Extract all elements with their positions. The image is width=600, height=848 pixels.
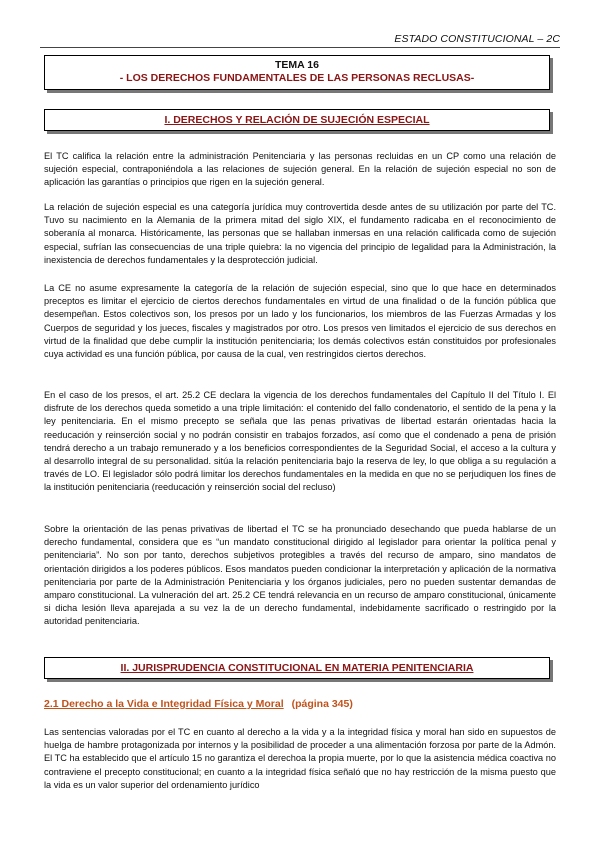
section-1-heading-box	[44, 109, 550, 131]
paragraph: El TC califica la relación entre la administración Penitenciaria y las personas recluidas en un CP como una relación de sujeción especial, contraponiéndola a las relaciones de sujeción general. En la relación de sujeción especial no son de aplicación las garantías o principios que rigen en la sujeción general.	[44, 151, 556, 188]
subsection-heading	[44, 698, 353, 710]
section-2-heading-box	[44, 657, 550, 679]
section-1-heading: I. DERECHOS Y RELACIÓN DE SUJECIÓN ESPECIAL	[164, 114, 430, 126]
paragraph: La relación de sujeción especial es una categoría jurídica muy controvertida desde antes de su utilización por parte del TC. Tuvo su nacimiento en la Alemania de la primera mitad del siglo XIX, el fundamento radicaba en el reconocimiento de soberanía al monarca. Históricamente, las personas que se hallaban inmersas en una relación calificada como de sujeción especial, sufrían las consecuencias de una triple quiebra: la no vigencia del principio de legalidad para la Administración, la inexistencia de derechos fundamentales y la desprotección judicial.	[44, 202, 556, 265]
subsection-page-ref: (página 345)	[291, 698, 353, 710]
paragraph: Las sentencias valoradas por el TC en cuanto al derecho a la vida y a la integridad física y moral han sido en supuestos de huelga de hambre protagonizada por internos y la posibilidad de proceder a una alimentación forzosa por parte de la Admón. El TC ha establecido que el artículo 15 no garantiza el derechoa la propia muerte, por lo que la asistencia médica coactiva no contraviene el precepto constitucional; en cuanto a la integridad física señaló que no hay restricción de la misma puesto que la vida es un valor superior del ordenamiento jurídico	[44, 727, 556, 790]
topic-number: TEMA 16	[275, 59, 319, 71]
topic-title: - LOS DERECHOS FUNDAMENTALES DE LAS PERSONAS RECLUSAS-	[119, 72, 475, 84]
section-2-heading: II. JURISPRUDENCIA CONSTITUCIONAL EN MATERIA PENITENCIARIA	[120, 662, 474, 674]
subsection-title: 2.1 Derecho a la Vida e Integridad Física y Moral	[44, 698, 284, 710]
header-rule	[40, 47, 560, 48]
topic-title-box	[44, 55, 550, 90]
paragraph: En el caso de los presos, el art. 25.2 CE declara la vigencia de los derechos fundamentales del Capítulo II del Título I. El disfrute de los derechos queda sometido a una triple limitación: el contenido del fallo condenatorio, el sentido de la pena y la ley penitenciaria. En el mismo precepto se señala que las penas privativas de libertad estarán orientadas hacia la reeducación y reinserción social y no podrán consistir en trabajos forzados, así como que el condenado a pena de prisión tendrá derecho a un trabajo remunerado y a los beneficios correspondientes de la Seguridad Social, el acceso a la cultura y al desarrollo integral de su personalidad. sitúa la relación penitenciaria bajo la reserva de ley, lo que obliga a su regulación a través de LO. El legislador sólo podrá limitar los derechos fundamentales en la medida en que no se perjudiquen los fines de la institución penitenciaria (reeducación y reinserción social del recluso)	[44, 390, 556, 493]
paragraph: La CE no asume expresamente la categoría de la relación de sujeción especial, sino que lo que hace en determinados preceptos es limitar el ejercicio de ciertos derechos fundamentales en virtud de una finalidad o de la función pública que desempeñan. Estos colectivos son, los presos por un lado y los funcionarios, los miembros de las Fuerzas Armadas y los Cuerpos de seguridad y los jueces, fiscales y magistrados por otro. Los presos ven limitados el ejercicio de sus derechos en virtud de la finalidad que debe cumplir la institución penitenciaria; los demás colectivos están constituidos por profesionales cuya actividad es una función pública, por causa de la cual, ven restringidos ciertos derechos.	[44, 283, 556, 360]
paragraph: Sobre la orientación de las penas privativas de libertad el TC se ha pronunciado desechando que pueda hablarse de un derecho fundamental, considera que es “un mandato constitucional dirigido al legislador para orientar la política penal y penitenciaria”. No son por tanto, derechos subjetivos protegibles a través del recurso de amparo, sino mandatos de orientación dirigidos a los poderes públicos. Esos mandatos pueden condicionar la interpretación y aplicación de la normativa penitenciaria por parte de la Administración Penitenciaria y los órganos judiciales, pero no pueden sustentar demandas de amparo constitucional. La vulneración del art. 25.2 CE tendrá relevancia en un recurso de amparo constitucional, únicamente si dicha lesión lleva aparejada a su vez la de un derecho fundamental, indebidamente sacrificado o restringido por la autoridad penitenciaria.	[44, 524, 556, 627]
running-header: ESTADO CONSTITUCIONAL – 2C	[394, 33, 560, 45]
